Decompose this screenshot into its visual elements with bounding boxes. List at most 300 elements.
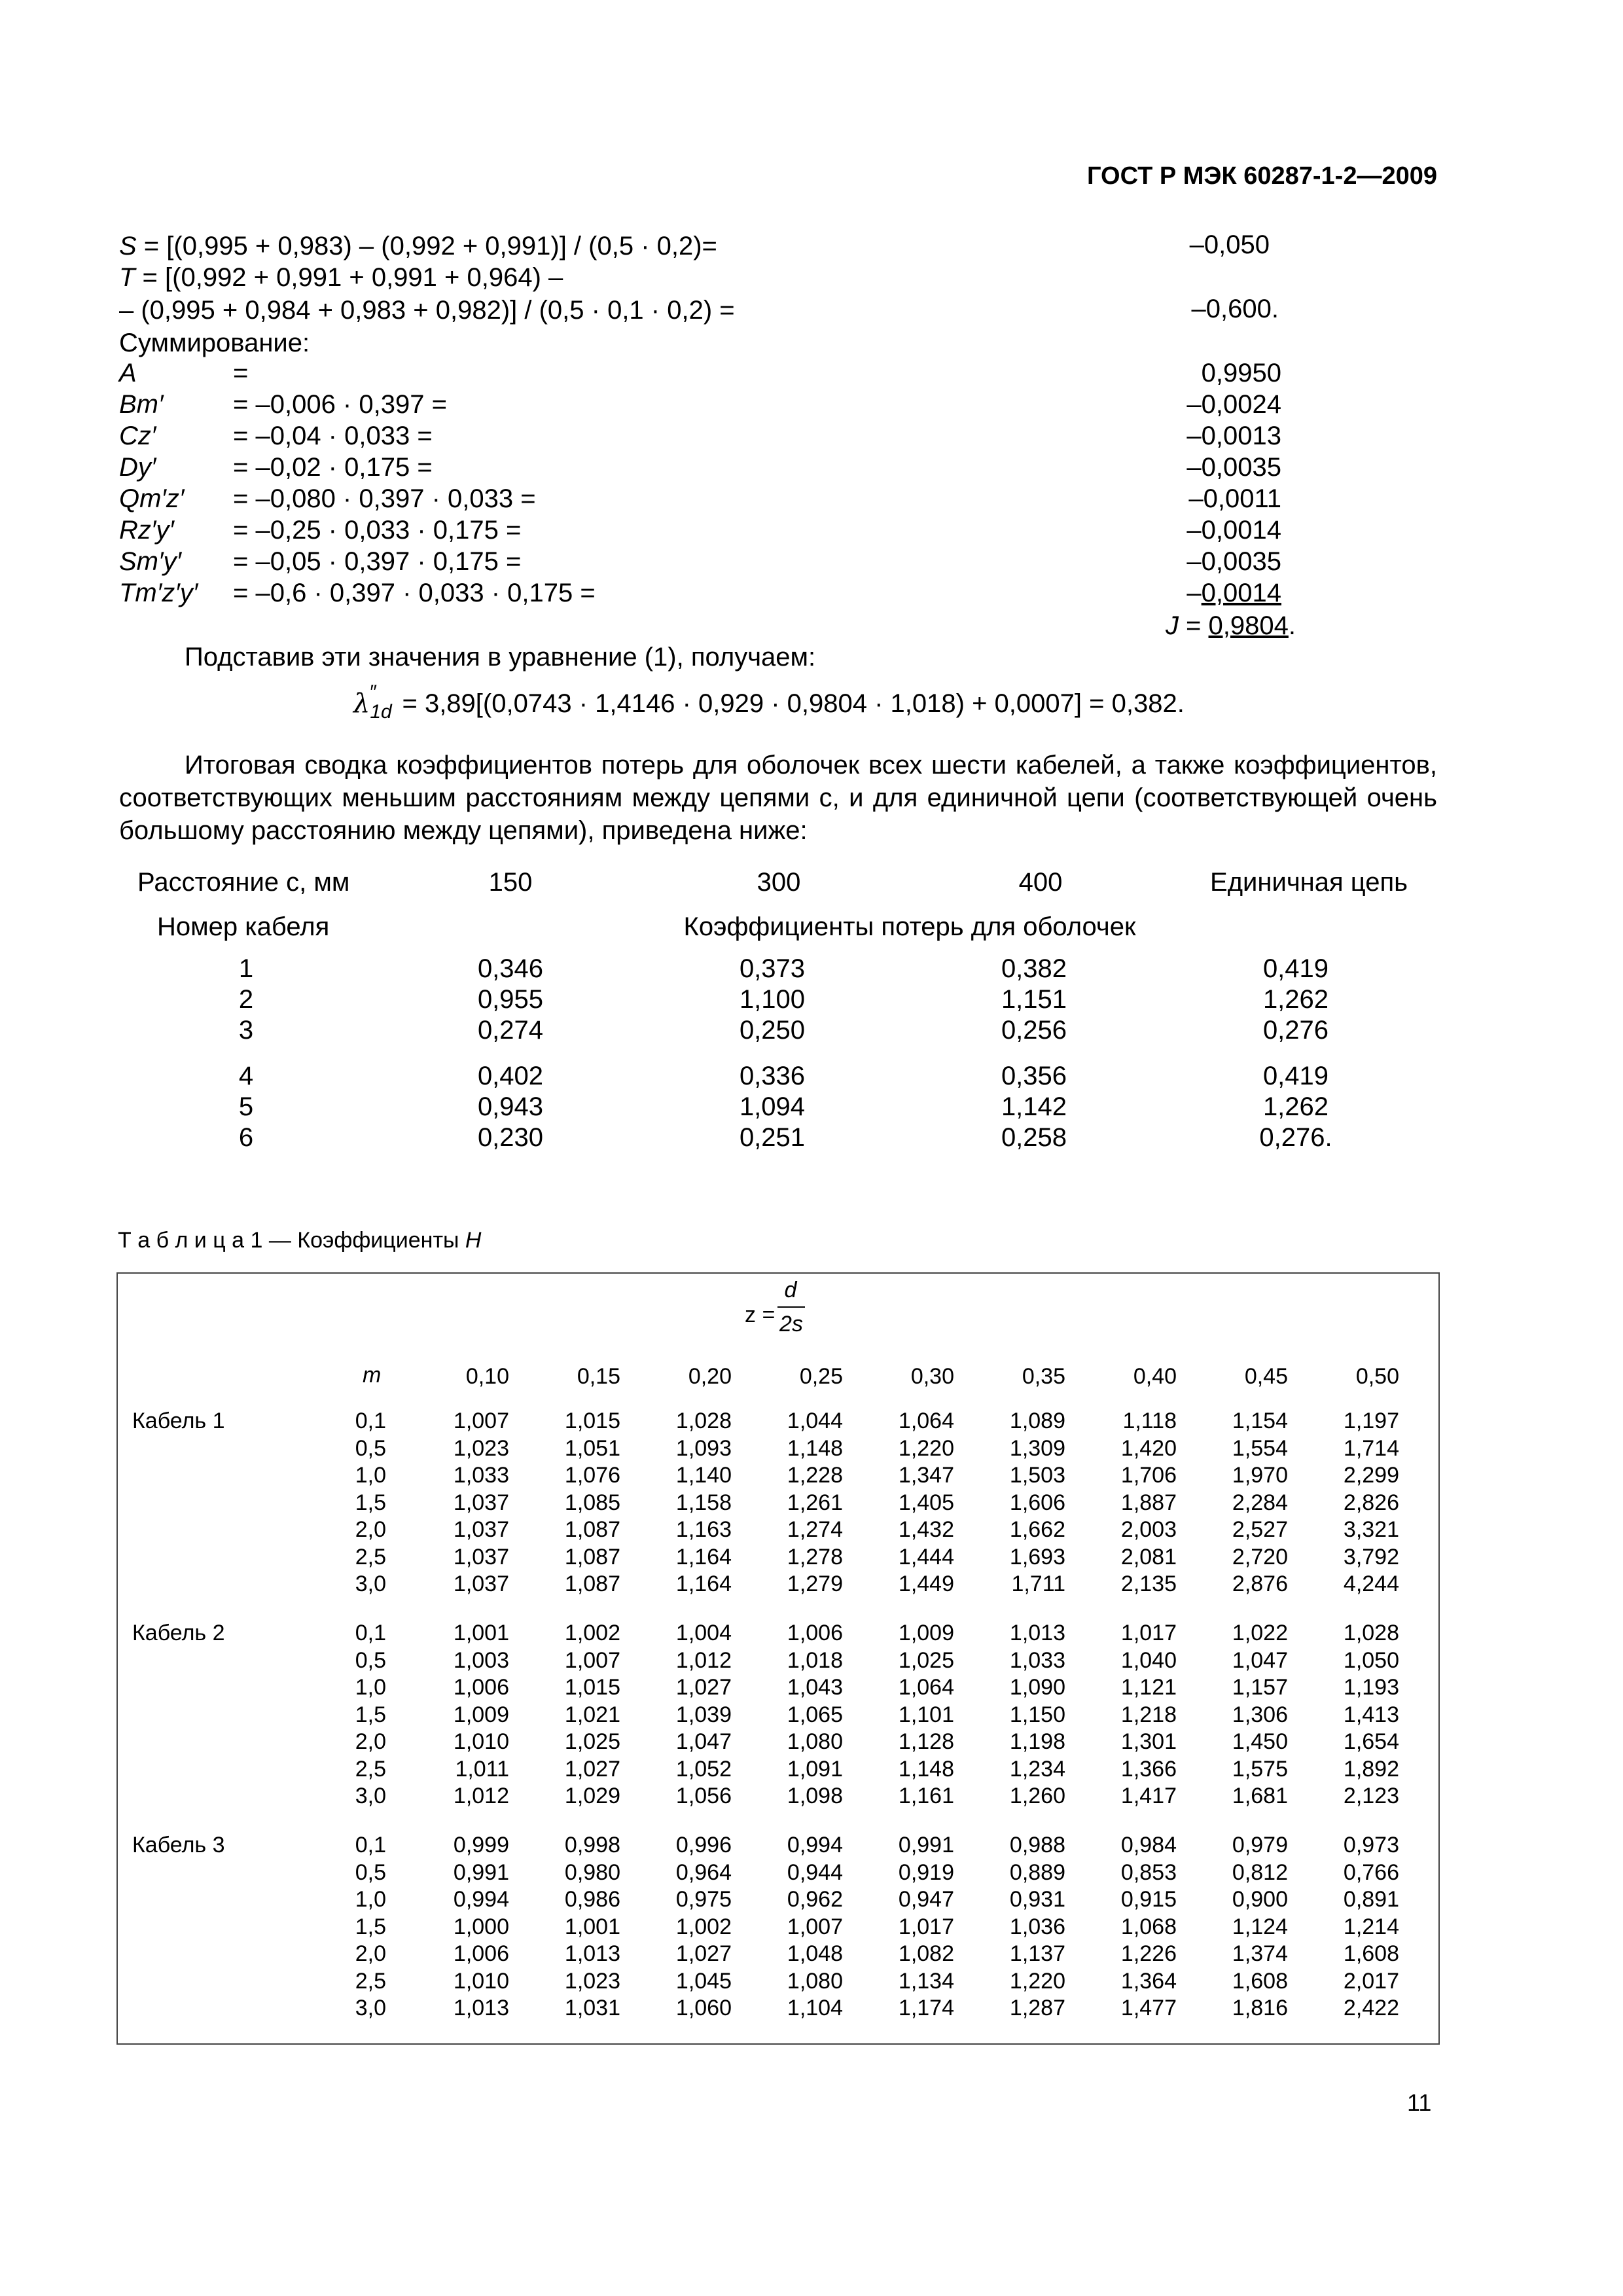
h-coefficient: 1,000 [453, 1914, 509, 1939]
h-coefficient: 1,098 [787, 1784, 843, 1808]
h-coefficient: 1,158 [675, 1490, 732, 1515]
sum-row-expr: = –0,006 · 0,397 = [233, 390, 447, 419]
h-coefficient: 1,214 [1343, 1914, 1399, 1939]
h-coefficient: 1,039 [675, 1702, 732, 1727]
h-coefficient: 1,417 [1120, 1784, 1177, 1808]
h-coefficient: 1,025 [898, 1648, 954, 1673]
m-value: 1,0 [355, 1675, 386, 1700]
loss-coefficient: 1,262 [1262, 985, 1329, 1014]
cable-label: Кабель 2 [132, 1621, 225, 1645]
h-coefficient: 1,021 [564, 1702, 620, 1727]
h-coefficient: 1,056 [675, 1784, 732, 1808]
j-suffix: . [1288, 611, 1296, 640]
h-coefficient: 1,022 [1232, 1621, 1288, 1645]
h-coefficient: 0,962 [787, 1887, 843, 1912]
h-coefficient: 1,260 [1009, 1784, 1065, 1808]
h-coefficient: 0,980 [564, 1860, 620, 1885]
sum-row-name: Bm′ [119, 390, 164, 419]
h-coefficient: 1,025 [564, 1729, 620, 1754]
h-coefficient: 1,002 [675, 1914, 732, 1939]
table-caption-var: H [465, 1228, 482, 1253]
loss-coefficient: 0,402 [477, 1062, 544, 1090]
h-coefficient: 1,150 [1009, 1702, 1065, 1727]
loss-coefficient: 0,276. [1259, 1123, 1332, 1152]
h-coefficient: 1,193 [1343, 1675, 1399, 1700]
h-coefficient: 1,050 [1343, 1648, 1399, 1673]
s-expression: = [(0,995 + 0,983) – (0,992 + 0,991)] / (0,5 · 0,2)= [136, 232, 717, 260]
h-coefficient: 1,037 [453, 1545, 509, 1570]
sum-row-value: –0,0013 [1186, 422, 1281, 450]
h-coefficient: 1,681 [1232, 1784, 1288, 1808]
h-coefficient: 1,163 [675, 1517, 732, 1542]
loss-coefficient: 0,251 [739, 1123, 806, 1152]
h-coefficient: 1,226 [1120, 1941, 1177, 1966]
h-coefficient: 1,012 [453, 1784, 509, 1808]
h-coefficient: 1,017 [1120, 1621, 1177, 1645]
loss-coefficient: 0,336 [739, 1062, 806, 1090]
z-value-header: 0,45 [1244, 1364, 1288, 1389]
z-fraction-bar [777, 1306, 805, 1308]
sum-row-value: –0,0014 [1186, 516, 1281, 545]
h-coefficient: 2,826 [1343, 1490, 1399, 1515]
h-coefficient: 1,124 [1232, 1914, 1288, 1939]
s-variable: S [119, 232, 137, 260]
distance-label: Расстояние c, мм [137, 868, 350, 897]
cable-number: 4 [238, 1062, 254, 1090]
h-coefficient: 0,891 [1343, 1887, 1399, 1912]
h-coefficient: 1,093 [675, 1436, 732, 1461]
h-coefficient: 1,044 [787, 1408, 843, 1433]
h-coefficient: 1,197 [1343, 1408, 1399, 1433]
m-value: 1,5 [355, 1702, 386, 1727]
h-coefficient: 1,309 [1009, 1436, 1065, 1461]
loss-coefficient: 0,250 [739, 1016, 806, 1045]
h-coefficient: 1,450 [1232, 1729, 1288, 1754]
h-coefficient: 1,104 [787, 1996, 843, 2020]
h-coefficient: 1,013 [1009, 1621, 1065, 1645]
page-number: 11 [1407, 2089, 1432, 2116]
z-value-header: 0,25 [799, 1364, 843, 1389]
h-coefficient: 1,007 [787, 1914, 843, 1939]
sum-row-value: –0,0035 [1186, 453, 1281, 482]
h-coefficient: 2,123 [1343, 1784, 1399, 1808]
h-coefficient: 1,608 [1232, 1969, 1288, 1994]
sum-row-name: Rz′y′ [119, 516, 174, 545]
loss-coefficients-header: Коэффициенты потерь для оболочек [683, 912, 1136, 941]
h-coefficient: 1,031 [564, 1996, 620, 2020]
h-coefficient: 1,003 [453, 1648, 509, 1673]
h-coefficient: 1,606 [1009, 1490, 1065, 1515]
h-coefficient: 1,554 [1232, 1436, 1288, 1461]
h-coefficient: 1,090 [1009, 1675, 1065, 1700]
j-variable: J [1165, 611, 1179, 640]
substitute-sentence: Подставив эти значения в уравнение (1), получаем: [185, 643, 816, 672]
sum-row-name: Dy′ [119, 453, 156, 482]
h-coefficient: 2,422 [1343, 1996, 1399, 2020]
h-coefficient: 1,154 [1232, 1408, 1288, 1433]
m-value: 2,0 [355, 1729, 386, 1754]
sum-row-expr: = –0,04 · 0,033 = [233, 422, 433, 450]
h-coefficient: 1,706 [1120, 1463, 1177, 1488]
lambda-formula [353, 681, 1185, 723]
z-value-header: 0,35 [1022, 1364, 1065, 1389]
s-value: –0,050 [1189, 230, 1270, 259]
h-coefficient: 0,964 [675, 1860, 732, 1885]
m-value: 2,0 [355, 1941, 386, 1966]
h-coefficient: 0,944 [787, 1860, 843, 1885]
h-coefficient: 1,076 [564, 1463, 620, 1488]
sum-row-name: Qm′z′ [119, 484, 185, 513]
h-coefficient: 1,006 [453, 1675, 509, 1700]
h-coefficient: 1,040 [1120, 1648, 1177, 1673]
h-coefficient: 1,004 [675, 1621, 732, 1645]
h-coefficient: 1,228 [787, 1463, 843, 1488]
h-coefficient: 1,064 [898, 1408, 954, 1433]
sum-row-expr: = –0,25 · 0,033 · 0,175 = [233, 516, 522, 545]
loss-coefficient: 0,382 [1001, 954, 1067, 983]
h-coefficient: 0,973 [1343, 1833, 1399, 1857]
h-coefficient: 1,157 [1232, 1675, 1288, 1700]
h-coefficient: 0,766 [1343, 1860, 1399, 1885]
h-coefficient: 1,432 [898, 1517, 954, 1542]
h-coefficient: 1,301 [1120, 1729, 1177, 1754]
h-coefficient: 0,991 [453, 1860, 509, 1885]
t-expression-1: = [(0,992 + 0,991 + 0,991 + 0,964) – [135, 263, 563, 292]
cable-number: 3 [238, 1016, 254, 1045]
h-coefficient: 1,234 [1009, 1757, 1065, 1782]
z-value-header: 0,20 [688, 1364, 732, 1389]
h-coefficient: 1,089 [1009, 1408, 1065, 1433]
m-value: 0,5 [355, 1436, 386, 1461]
h-coefficient: 1,347 [898, 1463, 954, 1488]
h-coefficient: 1,015 [564, 1675, 620, 1700]
h-coefficient: 1,036 [1009, 1914, 1065, 1939]
h-coefficient: 3,321 [1343, 1517, 1399, 1542]
h-coefficient: 0,991 [898, 1833, 954, 1857]
m-column-header: m [363, 1363, 382, 1388]
lambda-subscript: 1d [370, 701, 392, 723]
distance-header: 300 [757, 868, 801, 897]
h-coefficient: 1,164 [675, 1545, 732, 1570]
h-coefficient: 1,002 [564, 1621, 620, 1645]
h-coefficient: 0,947 [898, 1887, 954, 1912]
h-coefficient: 1,220 [1009, 1969, 1065, 1994]
h-coefficient: 2,081 [1120, 1545, 1177, 1570]
h-coefficient: 1,405 [898, 1490, 954, 1515]
h-coefficient: 1,037 [453, 1571, 509, 1596]
loss-coefficient: 0,230 [477, 1123, 544, 1152]
z-value-header: 0,15 [577, 1364, 620, 1389]
h-coefficient: 1,693 [1009, 1545, 1065, 1570]
h-coefficient: 1,503 [1009, 1463, 1065, 1488]
loss-coefficient: 1,094 [739, 1092, 806, 1121]
m-value: 0,1 [355, 1621, 386, 1645]
h-coefficient: 2,527 [1232, 1517, 1288, 1542]
h-coefficient: 1,001 [453, 1621, 509, 1645]
s-equation [119, 230, 717, 262]
h-coefficient: 1,220 [898, 1436, 954, 1461]
h-coefficient: 0,998 [564, 1833, 620, 1857]
h-coefficient: 1,101 [898, 1702, 954, 1727]
sum-row-expr: = [233, 359, 249, 387]
h-coefficient: 1,137 [1009, 1941, 1065, 1966]
table-caption-text: Т а б л и ц а 1 — Коэффициенты [118, 1228, 465, 1253]
h-coefficient: 1,164 [675, 1571, 732, 1596]
h-coefficient: 1,711 [1011, 1571, 1065, 1596]
table-caption [118, 1228, 481, 1253]
h-coefficient: 1,261 [787, 1490, 843, 1515]
h-coefficient: 1,006 [787, 1621, 843, 1645]
loss-coefficient: 0,943 [477, 1092, 544, 1121]
h-coefficient: 4,244 [1343, 1571, 1399, 1596]
h-coefficient: 1,006 [453, 1941, 509, 1966]
h-coefficient: 1,013 [564, 1941, 620, 1966]
h-coefficient: 1,449 [898, 1571, 954, 1596]
m-value: 0,1 [355, 1408, 386, 1433]
h-coefficient: 1,015 [564, 1408, 620, 1433]
h-coefficient: 0,986 [564, 1887, 620, 1912]
h-coefficient: 1,174 [898, 1996, 954, 2020]
cable-number-label: Номер кабеля [157, 912, 330, 941]
h-coefficient: 1,287 [1009, 1996, 1065, 2020]
m-value: 1,5 [355, 1490, 386, 1515]
h-coefficient: 1,364 [1120, 1969, 1177, 1994]
h-coefficient: 1,037 [453, 1490, 509, 1515]
h-coefficient: 1,017 [898, 1914, 954, 1939]
h-coefficient: 0,931 [1009, 1887, 1065, 1912]
h-coefficient: 1,010 [453, 1969, 509, 1994]
summary-paragraph: Итоговая сводка коэффициентов потерь для оболочек всех шести кабелей, а также коэффициентов, соответствующих меньшим расстояниям между цепями c, и для единичной цепи (соответствующей очень большому расстоянию между цепями), приведена ниже: [119, 751, 1437, 845]
loss-coefficient: 0,256 [1001, 1016, 1067, 1045]
h-coefficient: 1,085 [564, 1490, 620, 1515]
h-coefficient: 1,047 [675, 1729, 732, 1754]
h-coefficient: 0,994 [787, 1833, 843, 1857]
h-coefficient: 2,135 [1120, 1571, 1177, 1596]
h-coefficient: 1,023 [564, 1969, 620, 1994]
sum-value-sign: – [1186, 579, 1202, 607]
sum-row-name: Sm′y′ [119, 547, 181, 576]
cable-number: 2 [238, 985, 254, 1014]
sum-row-expr: = –0,02 · 0,175 = [233, 453, 433, 482]
h-coefficient: 1,033 [1009, 1648, 1065, 1673]
loss-coefficient: 0,955 [477, 985, 544, 1014]
j-eq: = [1178, 611, 1209, 640]
loss-coefficient: 0,346 [477, 954, 544, 983]
h-coefficient: 0,999 [453, 1833, 509, 1857]
h-coefficient: 1,007 [564, 1648, 620, 1673]
h-coefficient: 1,029 [564, 1784, 620, 1808]
h-coefficient: 1,140 [675, 1463, 732, 1488]
h-coefficient: 3,792 [1343, 1545, 1399, 1570]
h-coefficient: 1,128 [898, 1729, 954, 1754]
lambda-indices [370, 681, 395, 723]
summation-label: Суммирование: [119, 329, 310, 357]
cable-number: 6 [238, 1123, 254, 1152]
h-coefficient: 1,001 [564, 1914, 620, 1939]
h-coefficient: 1,087 [564, 1571, 620, 1596]
z-value-header: 0,50 [1355, 1364, 1399, 1389]
lambda-primes: ″ [370, 681, 377, 704]
h-coefficient: 1,028 [675, 1408, 732, 1433]
h-coefficient: 1,374 [1232, 1941, 1288, 1966]
h-coefficient: 1,134 [898, 1969, 954, 1994]
h-coefficient: 1,148 [898, 1757, 954, 1782]
h-coefficient: 1,023 [453, 1436, 509, 1461]
t-variable: T [119, 263, 135, 292]
h-coefficient: 1,080 [787, 1969, 843, 1994]
z-value-header: 0,40 [1133, 1364, 1177, 1389]
z-numerator: d [784, 1278, 797, 1302]
h-coefficient: 1,662 [1009, 1517, 1065, 1542]
h-coefficient: 0,988 [1009, 1833, 1065, 1857]
distance-header: 400 [1018, 868, 1063, 897]
sum-row-value: –0,0024 [1186, 390, 1281, 419]
cable-number: 1 [238, 954, 254, 983]
h-coefficient: 1,043 [787, 1675, 843, 1700]
h-coefficient: 1,887 [1120, 1490, 1177, 1515]
loss-coefficient: 1,151 [1001, 985, 1067, 1014]
sum-row-name: Tm′z′y′ [119, 579, 198, 607]
h-coefficient: 1,306 [1232, 1702, 1288, 1727]
h-coefficient: 1,087 [564, 1545, 620, 1570]
h-coefficient: 2,003 [1120, 1517, 1177, 1542]
h-coefficient: 1,274 [787, 1517, 843, 1542]
cable-label: Кабель 3 [132, 1833, 225, 1857]
h-coefficient: 1,009 [453, 1702, 509, 1727]
m-value: 1,0 [355, 1887, 386, 1912]
h-coefficient: 1,027 [564, 1757, 620, 1782]
h-coefficient: 0,975 [675, 1887, 732, 1912]
h-coefficient: 0,812 [1232, 1860, 1288, 1885]
m-value: 2,0 [355, 1517, 386, 1542]
h-coefficient: 1,064 [898, 1675, 954, 1700]
h-coefficient: 0,996 [675, 1833, 732, 1857]
sum-row-value [1186, 579, 1281, 608]
h-coefficient: 1,198 [1009, 1729, 1065, 1754]
h-coefficient: 1,065 [787, 1702, 843, 1727]
h-coefficient: 1,218 [1120, 1702, 1177, 1727]
h-coefficient: 0,994 [453, 1887, 509, 1912]
h-coefficient: 1,027 [675, 1675, 732, 1700]
h-coefficient: 1,068 [1120, 1914, 1177, 1939]
h-coefficient: 1,816 [1232, 1996, 1288, 2020]
t-equation-line2: – (0,995 + 0,984 + 0,983 + 0,982)] / (0,5 · 0,1 · 0,2) = [119, 296, 735, 325]
loss-coefficient: 0,276 [1262, 1016, 1329, 1045]
sum-value-underlined: 0,0014 [1201, 579, 1281, 607]
h-coefficient: 0,984 [1120, 1833, 1177, 1857]
m-value: 1,5 [355, 1914, 386, 1939]
h-coefficient: 1,007 [453, 1408, 509, 1433]
h-coefficient: 1,608 [1343, 1941, 1399, 1966]
h-coefficient: 1,037 [453, 1517, 509, 1542]
h-coefficient: 1,118 [1122, 1408, 1177, 1433]
h-coefficient: 1,028 [1343, 1621, 1399, 1645]
h-coefficient: 1,018 [787, 1648, 843, 1673]
m-value: 0,1 [355, 1833, 386, 1857]
document-header: ГОСТ Р МЭК 60287-1-2—2009 [1087, 162, 1437, 190]
loss-coefficient: 0,419 [1262, 954, 1329, 983]
h-coefficient: 2,284 [1232, 1490, 1288, 1515]
h-coefficient: 1,413 [1343, 1702, 1399, 1727]
j-result [1113, 611, 1296, 641]
h-coefficient: 1,010 [453, 1729, 509, 1754]
h-coefficient: 1,970 [1232, 1463, 1288, 1488]
loss-coefficient: 0,274 [477, 1016, 544, 1045]
h-coefficient: 1,013 [453, 1996, 509, 2020]
sum-row-expr: = –0,6 · 0,397 · 0,033 · 0,175 = [233, 579, 596, 607]
h-coefficient: 1,048 [787, 1941, 843, 1966]
h-coefficient: 1,892 [1343, 1757, 1399, 1782]
m-value: 0,5 [355, 1648, 386, 1673]
h-coefficient: 2,299 [1343, 1463, 1399, 1488]
h-coefficient: 0,889 [1009, 1860, 1065, 1885]
h-coefficient: 1,047 [1232, 1648, 1288, 1673]
z-value-header: 0,10 [465, 1364, 509, 1389]
distance-header: Единичная цепь [1210, 868, 1408, 897]
sum-row-name: Cz′ [119, 422, 156, 450]
h-coefficient: 1,366 [1120, 1757, 1177, 1782]
z-denominator: 2s [779, 1312, 803, 1336]
h-coefficient: 1,279 [787, 1571, 843, 1596]
m-value: 0,5 [355, 1860, 386, 1885]
h-coefficient: 1,060 [675, 1996, 732, 2020]
h-coefficient: 1,082 [898, 1941, 954, 1966]
m-value: 2,5 [355, 1757, 386, 1782]
h-coefficient: 1,087 [564, 1517, 620, 1542]
h-coefficient: 1,121 [1120, 1675, 1177, 1700]
loss-coefficient: 0,419 [1262, 1062, 1329, 1090]
h-coefficient: 1,052 [675, 1757, 732, 1782]
loss-coefficient: 0,373 [739, 954, 806, 983]
h-coefficient: 1,278 [787, 1545, 843, 1570]
h-coefficient: 1,161 [898, 1784, 954, 1808]
h-coefficient: 1,477 [1120, 1996, 1177, 2020]
h-coefficient: 1,012 [675, 1648, 732, 1673]
z-value-header: 0,30 [910, 1364, 954, 1389]
lambda-symbol: λ [353, 689, 370, 719]
h-coefficient: 0,915 [1120, 1887, 1177, 1912]
m-value: 2,5 [355, 1969, 386, 1994]
m-value: 2,5 [355, 1545, 386, 1570]
h-coefficient: 0,979 [1232, 1833, 1288, 1857]
h-coefficient: 1,091 [787, 1757, 843, 1782]
h-coefficient: 1,009 [898, 1621, 954, 1645]
h-coefficient: 1,051 [564, 1436, 620, 1461]
sum-row-expr: = –0,05 · 0,397 · 0,175 = [233, 547, 522, 576]
h-coefficient: 1,011 [455, 1757, 509, 1782]
h-coefficient: 2,876 [1232, 1571, 1288, 1596]
h-coefficient: 1,045 [675, 1969, 732, 1994]
loss-coefficient: 0,258 [1001, 1123, 1067, 1152]
loss-coefficient: 1,100 [739, 985, 806, 1014]
h-coefficient: 1,148 [787, 1436, 843, 1461]
z-lhs: z = [745, 1302, 776, 1327]
distance-header: 150 [488, 868, 533, 897]
h-coefficient: 1,444 [898, 1545, 954, 1570]
h-coefficient: 2,017 [1343, 1969, 1399, 1994]
loss-coefficient: 1,262 [1262, 1092, 1329, 1121]
h-coefficient: 1,027 [675, 1941, 732, 1966]
h-coefficient: 0,853 [1120, 1860, 1177, 1885]
sum-row-value: 0,9950 [1201, 359, 1281, 387]
m-value: 3,0 [355, 1996, 386, 2020]
loss-coefficient: 0,356 [1001, 1062, 1067, 1090]
h-coefficient: 0,900 [1232, 1887, 1288, 1912]
h-coefficient: 1,033 [453, 1463, 509, 1488]
h-coefficient: 2,720 [1232, 1545, 1288, 1570]
j-value: 0,9804 [1208, 611, 1289, 640]
lambda-rhs: = 3,89[(0,0743 · 1,4146 · 0,929 · 0,9804 · 1,018) + 0,0007] = 0,382. [395, 689, 1185, 718]
